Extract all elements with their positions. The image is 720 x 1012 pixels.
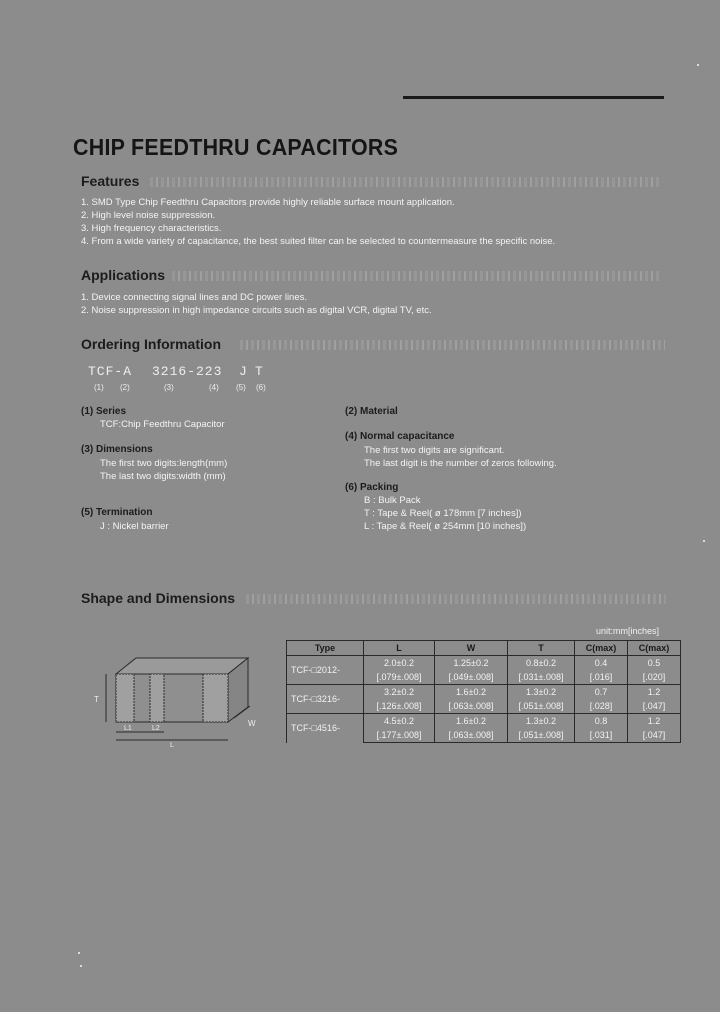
capacitance-line: The first two digits are significant. [364, 445, 505, 456]
header-rule [403, 96, 664, 99]
series-label: (1) Series [81, 406, 127, 417]
table-cell: [.063±.008] [435, 699, 508, 714]
table-cell: [.126±.008] [364, 699, 435, 714]
chip-diagram [88, 652, 263, 747]
table-cell: 3.2±0.2 [364, 685, 435, 700]
scan-speck [80, 965, 82, 967]
packing-line: B : Bulk Pack [364, 495, 421, 506]
table-cell: 0.8 [575, 714, 628, 729]
packing-line: L : Tape & Reel( ø 254mm [10 inches]) [364, 521, 527, 532]
table-cell: 0.4 [575, 656, 628, 671]
termination-label: (5) Termination [81, 507, 153, 518]
table-cell: 0.8±0.2 [508, 656, 575, 671]
shape-heading: Shape and Dimensions [81, 590, 236, 606]
table-cell: 1.6±0.2 [435, 685, 508, 700]
electrode-mid [150, 674, 164, 722]
table-cell: [.047] [628, 699, 681, 714]
order-code-part: 3216-223 [152, 364, 223, 379]
table-cell: [.051±.008] [508, 699, 575, 714]
header-t: T [508, 641, 575, 656]
table-cell: [.063±.008] [435, 728, 508, 743]
packing-desc [364, 494, 526, 533]
scan-speck [697, 64, 699, 66]
packing-line: T : Tape & Reel( ø 178mm [7 inches]) [364, 508, 522, 519]
table-cell: [.028] [575, 699, 628, 714]
table-cell: [.020] [628, 670, 681, 685]
header-c1: C(max) [575, 641, 628, 656]
table-cell: 1.2 [628, 685, 681, 700]
order-index: (6) [256, 383, 266, 392]
series-desc: TCF:Chip Feedthru Capacitor [100, 419, 225, 430]
t-label: T [94, 695, 99, 704]
table-cell: 0.7 [575, 685, 628, 700]
list-item: 2. High level noise suppression. [81, 210, 216, 221]
table-cell: 1.3±0.2 [508, 685, 575, 700]
page-title: CHIP FEEDTHRU CAPACITORS [73, 134, 399, 160]
order-index: (5) [236, 383, 246, 392]
order-code-part: T [255, 364, 264, 379]
table-cell: 1.25±0.2 [435, 656, 508, 671]
table-cell: [.051±.008] [508, 728, 575, 743]
table-cell-type: TCF-□3216- [287, 685, 364, 714]
heading-noise [172, 271, 662, 281]
order-index: (4) [209, 383, 219, 392]
applications-list [81, 291, 432, 317]
order-index: (1) [94, 383, 104, 392]
table-cell: 1.6±0.2 [435, 714, 508, 729]
l2-label: L2 [152, 725, 160, 732]
header-type: Type [287, 641, 364, 656]
header-l: L [364, 641, 435, 656]
features-heading: Features [81, 173, 140, 189]
order-index: (3) [164, 383, 174, 392]
table-cell-type: TCF-□4516- [287, 714, 364, 743]
list-item: 3. High frequency characteristics. [81, 223, 222, 234]
table-cell: 1.3±0.2 [508, 714, 575, 729]
electrode-right [203, 674, 228, 722]
table-cell: 4.5±0.2 [364, 714, 435, 729]
heading-noise [246, 594, 666, 604]
l-label: L [170, 742, 174, 747]
list-item: 4. From a wide variety of capacitance, the best suited filter can be selected to countermeasure the specific noise. [81, 236, 556, 247]
dimensions-label: (3) Dimensions [81, 444, 153, 455]
table-cell: [.031±.008] [508, 670, 575, 685]
table-cell: [.079±.008] [364, 670, 435, 685]
order-code-part: TCF-A [88, 364, 133, 379]
table-cell: 2.0±0.2 [364, 656, 435, 671]
capacitance-label: (4) Normal capacitance [345, 431, 455, 442]
applications-heading: Applications [81, 267, 166, 283]
table-cell: [.177±.008] [364, 728, 435, 743]
chip-top-face [116, 658, 248, 674]
dimensions-line: The first two digits:length(mm) [100, 458, 228, 469]
table-cell: [.031] [575, 728, 628, 743]
list-item: 1. SMD Type Chip Feedthru Capacitors provide highly reliable surface mount application. [81, 197, 455, 208]
electrode-left [116, 674, 134, 722]
dimensions-table [286, 640, 681, 743]
termination-desc: J : Nickel barrier [100, 521, 169, 532]
scan-speck [703, 540, 705, 542]
table-cell: 1.2 [628, 714, 681, 729]
capacitance-desc [364, 444, 557, 470]
scan-speck [78, 952, 80, 954]
order-index: (2) [120, 383, 130, 392]
list-item: 2. Noise suppression in high impedance circuits such as digital VCR, digital TV, etc. [81, 305, 432, 316]
table-cell: [.049±.008] [435, 670, 508, 685]
table-cell: [.016] [575, 670, 628, 685]
table-cell: [.047] [628, 728, 681, 743]
capacitance-line: The last digit is the number of zeros following. [364, 458, 557, 469]
heading-noise [240, 340, 665, 350]
w-label: W [248, 719, 256, 728]
table-header-row [287, 641, 681, 656]
material-label: (2) Material [345, 406, 398, 417]
l1-label: L1 [124, 725, 132, 732]
packing-label: (6) Packing [345, 482, 399, 493]
unit-note: unit:mm[inches] [596, 626, 660, 636]
features-list [81, 196, 555, 248]
table-cell: 0.5 [628, 656, 681, 671]
dimensions-desc [100, 457, 227, 483]
heading-noise [150, 177, 660, 187]
table-row [287, 685, 681, 700]
order-code-part: J [239, 364, 248, 379]
table-row [287, 656, 681, 671]
table-cell-type: TCF-□2012- [287, 656, 364, 685]
dimensions-line: The last two digits:width (mm) [100, 471, 226, 482]
list-item: 1. Device connecting signal lines and DC power lines. [81, 292, 308, 303]
table-row [287, 714, 681, 729]
header-w: W [435, 641, 508, 656]
header-c2: C(max) [628, 641, 681, 656]
ordering-heading: Ordering Information [81, 336, 221, 352]
